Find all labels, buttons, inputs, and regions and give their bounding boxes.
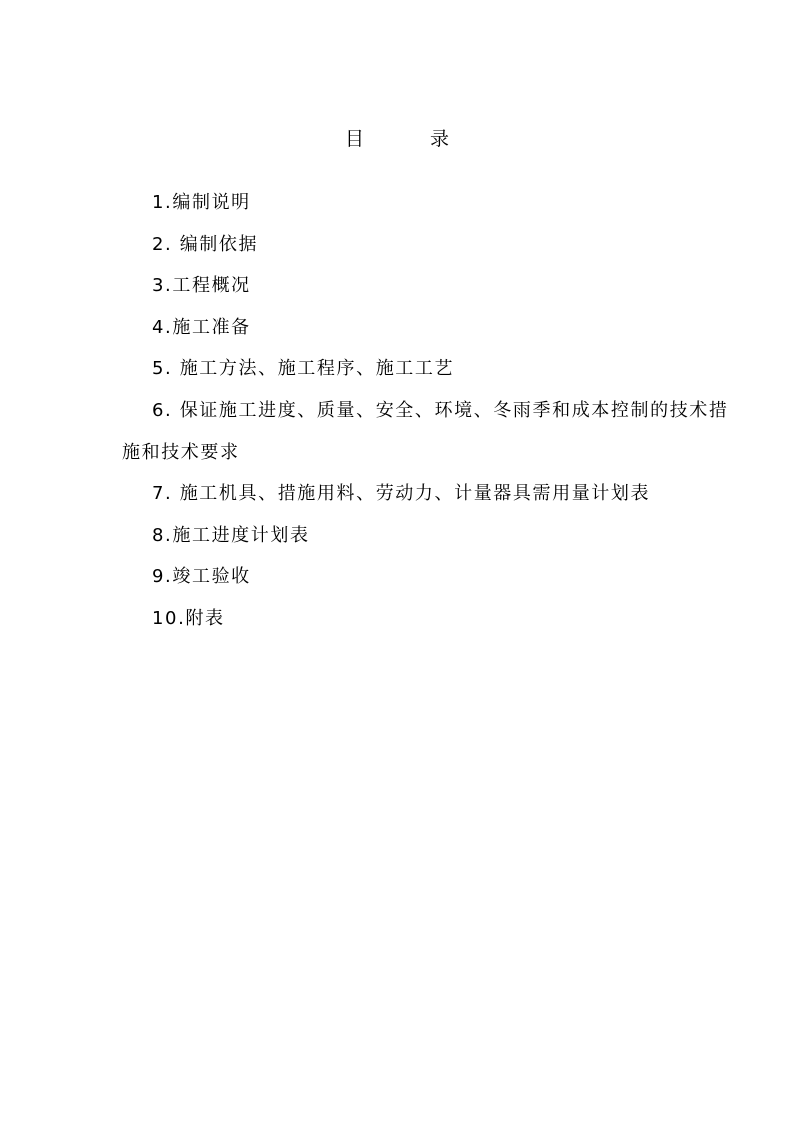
- toc-item-number: 10.: [152, 607, 186, 629]
- toc-item-text: 施工进度计划表: [172, 524, 310, 546]
- toc-item-1[interactable]: [122, 182, 732, 224]
- toc-item-text: 编制说明: [172, 192, 251, 213]
- toc-item-number: 8.: [152, 524, 173, 546]
- toc-item-text: 编制依据: [179, 233, 259, 255]
- toc-list: [122, 182, 732, 640]
- toc-item-10[interactable]: [122, 598, 732, 640]
- toc-item-number: 4.: [152, 316, 173, 338]
- toc-item-number: 3.: [152, 275, 173, 297]
- toc-item-text: 工程概况: [172, 275, 251, 297]
- toc-item-text: 竣工验收: [172, 566, 251, 588]
- toc-item-number: 6.: [152, 399, 180, 421]
- toc-item-text: 保证施工进度、质量、安全、环境、冬雨季和成本控制的技术措施和技术要求: [122, 399, 729, 463]
- toc-item-5[interactable]: [122, 348, 732, 390]
- toc-item-8[interactable]: [122, 515, 732, 557]
- toc-item-7[interactable]: [122, 473, 732, 515]
- toc-item-number: 7.: [152, 483, 180, 505]
- toc-title: 目 录: [344, 128, 480, 150]
- toc-item-9[interactable]: [122, 556, 732, 598]
- toc-item-text: 施工准备: [172, 316, 251, 338]
- toc-item-number: 9.: [152, 566, 173, 588]
- toc-item-4[interactable]: [122, 307, 732, 349]
- toc-item-2[interactable]: [122, 224, 732, 266]
- toc-item-number: 5.: [152, 358, 180, 380]
- toc-item-3[interactable]: [122, 265, 732, 307]
- toc-item-number: 2.: [152, 233, 180, 255]
- toc-item-text: 施工方法、施工程序、施工工艺: [179, 358, 455, 380]
- toc-item-number: 1.: [152, 192, 173, 213]
- toc-item-text: 施工机具、措施用料、劳动力、计量器具需用量计划表: [179, 483, 651, 505]
- toc-item-6[interactable]: [122, 390, 732, 473]
- toc-item-text: 附表: [185, 607, 225, 629]
